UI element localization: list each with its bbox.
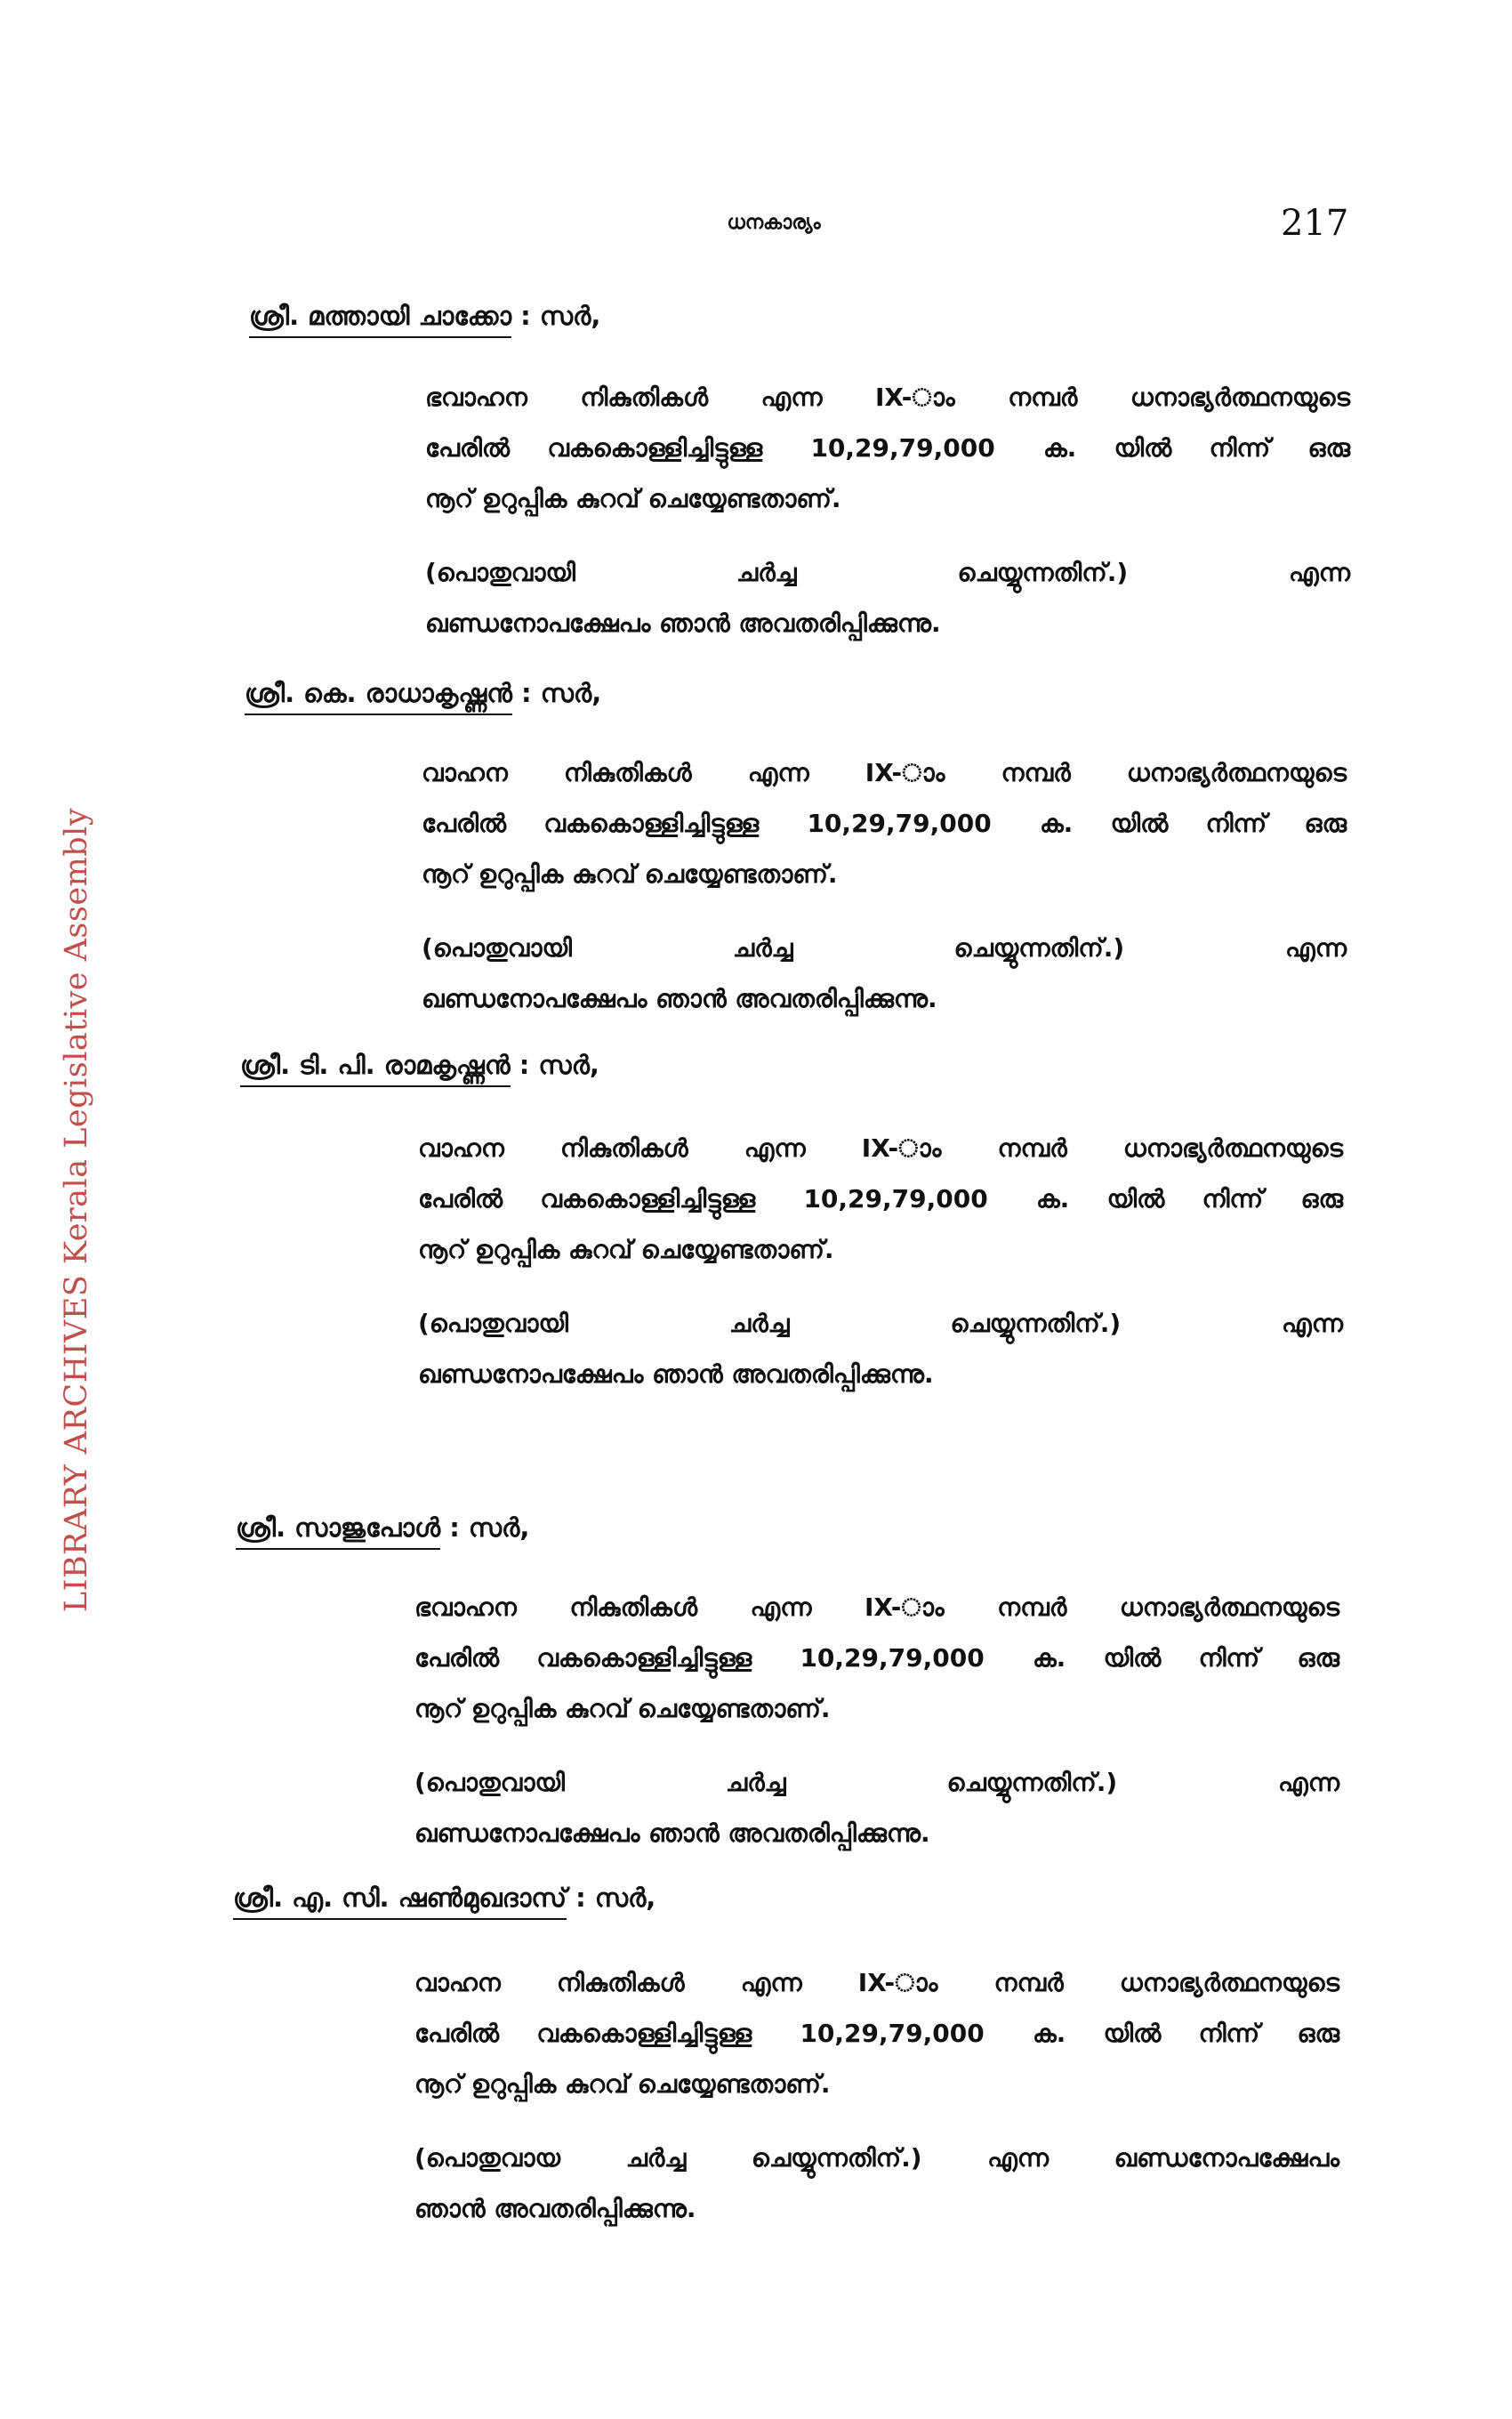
motion-line: നൂറ് ഉറുപ്പിക കുറവ് ചെയ്യേണ്ടതാണ്. bbox=[418, 1235, 834, 1264]
salutation: : സർ, bbox=[440, 1512, 530, 1543]
cut-motion bbox=[418, 1123, 1343, 1399]
speaker-heading bbox=[245, 678, 601, 709]
motion-line: വാഹന നികുതികൾ എന്ന IX-ാം നമ്പർ ധനാഭ്യർത്ഥനയുടെ bbox=[422, 758, 1347, 787]
speaker-heading bbox=[236, 1512, 529, 1544]
motion-text: ക. യിൽ നിന്ന് ഒരു bbox=[1039, 809, 1347, 838]
motion-line: ഭവാഹന നികുതികൾ എന്ന IX-ാം നമ്പർ ധനാഭ്യർത്ഥനയുടെ bbox=[414, 1593, 1339, 1622]
motion-line bbox=[418, 1173, 1343, 1224]
proposal-line: ഖണ്ഡനോപക്ഷേപം ഞാൻ അവതരിപ്പിക്കുന്നു. bbox=[414, 1818, 930, 1848]
motion-line: വാഹന നികുതികൾ എന്ന IX-ാം നമ്പർ ധനാഭ്യർത്ഥനയുടെ bbox=[414, 1968, 1339, 1997]
motion-line: നൂറ് ഉറുപ്പിക കുറവ് ചെയ്യേണ്ടതാണ്. bbox=[422, 859, 838, 889]
speaker-heading bbox=[249, 301, 600, 332]
motion-line: ഭവാഹന നികുതികൾ എന്ന IX-ാം നമ്പർ ധനാഭ്യർത്ഥനയുടെ bbox=[425, 383, 1350, 412]
proposal-line: ഖണ്ഡനോപക്ഷേപം ഞാൻ അവതരിപ്പിക്കുന്നു. bbox=[422, 984, 937, 1013]
motion-line: നൂറ് ഉറുപ്പിക കുറവ് ചെയ്യേണ്ടതാണ്. bbox=[414, 2069, 831, 2099]
cut-motion bbox=[414, 1582, 1339, 1859]
page-title: ധനകാര്യം bbox=[727, 212, 821, 234]
speaker-name: ശ്രീ. എ. സി. ഷൺമുഖദാസ് bbox=[233, 1883, 567, 1920]
proposal-line: (പൊതുവായി ചർച്ച ചെയ്യുന്നതിന്.) എന്ന bbox=[418, 1309, 1343, 1338]
page-number: 217 bbox=[1281, 203, 1349, 244]
motion-text: പേരിൽ വകകൊള്ളിച്ചിട്ടുള്ള bbox=[414, 1643, 752, 1673]
proposal-line: ഖണ്ഡനോപക്ഷേപം ഞാൻ അവതരിപ്പിക്കുന്നു. bbox=[418, 1359, 934, 1389]
proposal-line: ഖണ്ഡനോപക്ഷേപം ഞാൻ അവതരിപ്പിക്കുന്നു. bbox=[425, 609, 941, 638]
speaker-heading bbox=[240, 1050, 599, 1081]
motion-line bbox=[414, 2008, 1339, 2059]
amount: 10,29,79,000 bbox=[803, 1184, 988, 1214]
amount: 10,29,79,000 bbox=[800, 1643, 985, 1673]
speaker-name: ശ്രീ. മത്തായി ചാക്കോ bbox=[249, 301, 511, 338]
amount: 10,29,79,000 bbox=[810, 433, 995, 463]
salutation: : സർ, bbox=[567, 1883, 656, 1913]
motion-line: നൂറ് ഉറുപ്പിക കുറവ് ചെയ്യേണ്ടതാണ്. bbox=[425, 484, 841, 513]
proposal-line: (പൊതുവായി ചർച്ച ചെയ്യുന്നതിന്.) എന്ന bbox=[425, 558, 1350, 587]
speaker-name: ശ്രീ. ടി. പി. രാമകൃഷ്ണൻ bbox=[240, 1050, 511, 1087]
motion-text: പേരിൽ വകകൊള്ളിച്ചിട്ടുള്ള bbox=[414, 2019, 752, 2048]
salutation: : സർ, bbox=[510, 1050, 599, 1080]
proposal-line: (പൊതുവായി ചർച്ച ചെയ്യുന്നതിന്.) എന്ന bbox=[414, 1768, 1339, 1797]
proposal-line: ഞാൻ അവതരിപ്പിക്കുന്നു. bbox=[414, 2194, 696, 2223]
speaker-heading bbox=[233, 1883, 655, 1914]
amount: 10,29,79,000 bbox=[807, 809, 992, 838]
motion-text: ക. യിൽ നിന്ന് ഒരു bbox=[1035, 1184, 1343, 1214]
proposal-line: (പൊതുവായ ചർച്ച ചെയ്യുന്നതിന്.) എന്ന ഖണ്ഡനോപക്ഷേപം bbox=[414, 2143, 1339, 2173]
motion-line bbox=[422, 798, 1347, 849]
cut-motion bbox=[414, 1957, 1339, 2234]
speaker-name: ശ്രീ. കെ. രാധാകൃഷ്ണൻ bbox=[245, 678, 512, 715]
motion-text: പേരിൽ വകകൊള്ളിച്ചിട്ടുള്ള bbox=[422, 809, 760, 838]
archive-watermark: LIBRARY ARCHIVES Kerala Legislative Assembly bbox=[59, 807, 94, 1613]
motion-text: പേരിൽ വകകൊള്ളിച്ചിട്ടുള്ള bbox=[425, 433, 763, 463]
salutation: : സർ, bbox=[511, 678, 602, 708]
motion-text: ക. യിൽ നിന്ന് ഒരു bbox=[1042, 433, 1350, 463]
motion-line bbox=[425, 423, 1350, 473]
amount: 10,29,79,000 bbox=[800, 2019, 985, 2048]
motion-line: നൂറ് ഉറുപ്പിക കുറവ് ചെയ്യേണ്ടതാണ്. bbox=[414, 1694, 831, 1723]
motion-text: ക. യിൽ നിന്ന് ഒരു bbox=[1032, 2019, 1339, 2048]
motion-text: ക. യിൽ നിന്ന് ഒരു bbox=[1032, 1643, 1339, 1673]
salutation: : സർ, bbox=[511, 301, 601, 331]
cut-motion bbox=[422, 747, 1347, 1024]
motion-line: വാഹന നികുതികൾ എന്ന IX-ാം നമ്പർ ധനാഭ്യർത്ഥനയുടെ bbox=[418, 1133, 1343, 1163]
proposal-line: (പൊതുവായി ചർച്ച ചെയ്യുന്നതിന്.) എന്ന bbox=[422, 933, 1347, 963]
motion-line bbox=[414, 1633, 1339, 1683]
cut-motion bbox=[425, 372, 1350, 649]
motion-text: പേരിൽ വകകൊള്ളിച്ചിട്ടുള്ള bbox=[418, 1184, 756, 1214]
speaker-name: ശ്രീ. സാജുപോൾ bbox=[236, 1512, 440, 1550]
